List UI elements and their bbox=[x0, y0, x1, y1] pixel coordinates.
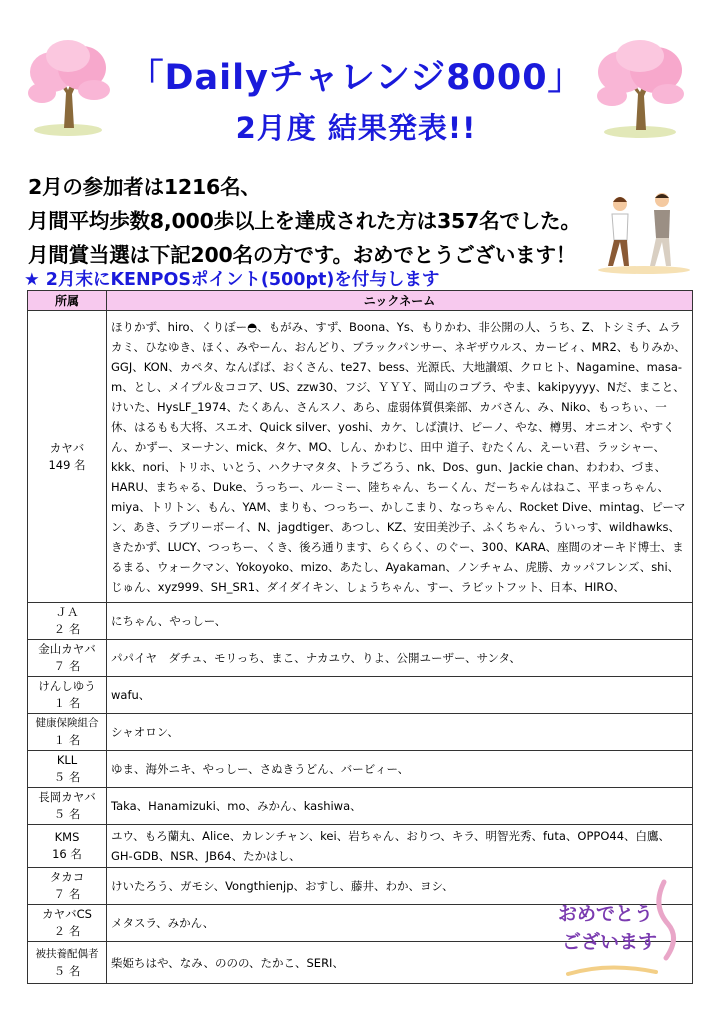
page-subtitle: 2月度 結果発表!! bbox=[235, 111, 477, 145]
intro-text bbox=[28, 170, 581, 272]
winner-count: １ 名 bbox=[53, 696, 81, 710]
winner-count: ５ 名 bbox=[53, 963, 81, 978]
table-row bbox=[28, 311, 693, 603]
table-row bbox=[28, 603, 693, 640]
nicknames-cell: 柴姫ちはや、なみ、ののの、たかこ、SERI、 bbox=[107, 942, 693, 984]
nicknames-cell: Taka、Hanamizuki、mo、みかん、kashiwa、 bbox=[107, 788, 693, 825]
table-row bbox=[28, 640, 693, 677]
affiliation-name: カヤバCS bbox=[42, 907, 92, 921]
nicknames-cell: にちゃん、やっしー、 bbox=[107, 603, 693, 640]
winner-count: ５ 名 bbox=[53, 770, 81, 784]
intro-line: 月間賞当選は下記200名の方です。おめでとうございます！ bbox=[28, 243, 577, 267]
table-row bbox=[28, 714, 693, 751]
affiliation-cell bbox=[28, 640, 107, 677]
winner-count: 149 名 bbox=[48, 457, 86, 472]
table-row bbox=[28, 751, 693, 788]
congratulations-stamp-icon bbox=[548, 876, 688, 986]
affiliation-cell bbox=[28, 868, 107, 905]
nicknames-cell: ゆま、海外ニキ、やっしー、さぬきうどん、バービィー、 bbox=[107, 751, 693, 788]
affiliation-name: 健康保険組合 bbox=[35, 717, 99, 729]
affiliation-name: 長岡カヤバ bbox=[38, 790, 96, 804]
affiliation-name: カヤバ bbox=[49, 440, 85, 455]
winner-count: ２ 名 bbox=[53, 924, 81, 938]
winner-count: ７ 名 bbox=[53, 659, 81, 673]
notice-text: ★ 2月末にKENPOSポイント(500pt)を付与します bbox=[24, 270, 440, 290]
page-title: 「Dailyチャレンジ8000」 bbox=[128, 58, 584, 98]
nicknames-cell: wafu、 bbox=[107, 677, 693, 714]
affiliation-cell bbox=[28, 751, 107, 788]
affiliation-name: 金山カヤバ bbox=[38, 642, 96, 656]
winner-count: ７ 名 bbox=[53, 887, 81, 901]
affiliation-cell bbox=[28, 311, 107, 603]
nicknames-cell: パパイヤ ダチュ、モリっち、まこ、ナカユウ、りよ、公開ユーザー、サンタ、 bbox=[107, 640, 693, 677]
affiliation-cell bbox=[28, 677, 107, 714]
table-row bbox=[28, 677, 693, 714]
header-affiliation: 所属 bbox=[28, 291, 107, 311]
affiliation-cell bbox=[28, 714, 107, 751]
winner-count: ５ 名 bbox=[53, 807, 81, 821]
intro-line: 月間平均歩数8,000歩以上を達成された方は357名でした。 bbox=[28, 209, 581, 233]
affiliation-name: ＪＡ bbox=[55, 605, 79, 619]
nicknames-cell: シャオロン、 bbox=[107, 714, 693, 751]
affiliation-cell bbox=[28, 905, 107, 942]
header-nickname: ニックネーム bbox=[107, 291, 693, 311]
affiliation-cell bbox=[28, 825, 107, 868]
congrats-line: ございます bbox=[562, 931, 658, 953]
winner-count: １ 名 bbox=[53, 733, 81, 747]
winner-count: 16 名 bbox=[52, 847, 82, 861]
table-header-row bbox=[28, 291, 693, 311]
affiliation-name: けんしゆう bbox=[38, 679, 96, 693]
affiliation-name: 被扶養配偶者 bbox=[35, 947, 99, 960]
affiliation-cell bbox=[28, 603, 107, 640]
winner-count: ２ 名 bbox=[53, 622, 81, 636]
affiliation-name: タカコ bbox=[49, 870, 85, 884]
walking-people-icon bbox=[594, 190, 694, 275]
affiliation-name: KLL bbox=[56, 753, 78, 767]
intro-line: 2月の参加者は1216名、 bbox=[28, 175, 261, 199]
table-row bbox=[28, 788, 693, 825]
nicknames-cell: ユウ、もろ蘭丸、Alice、カレンチャン、kei、岩ちゃん、おりつ、キラ、明智光秀、futa、OPPO44、白鷹、GH-GDB、NSR、JB64、たかはし、 bbox=[107, 825, 693, 868]
nicknames-cell: ほりかず、hiro、くりぼー◓、もがみ、すず、Boona、Ys、もりかわ、非公開の人、うち、Z、トシミチ、ムラカミ、ひなゆき、ほく、みやーん、おんどり、ブラックパンサー、ネギザウルス、カービィ、MR2、もりみか、GGJ、KON、カペタ、なんばば、おくさん、te27、bess、光源氏、大地讃頌、クロヒト、Nagamine、masa-m、とし、メイプル＆ココア、US、zzw30、フジ、ＹＹＹ、岡山のコブラ、やま、kakipyyyy、Nだ、まこと、けいた、HysLF_1974、たくあん、さんスノ、あら、虚弱体質俱楽部、カバさん、み、Niko、もっちぃ、一休、はるもも大将、スエオ、Quick silver、yoshi、カケ、しば漬け、ピーノ、やな、樽男、オニオン、やすくん、かずー、ヌーナン、mick、タケ、MO、しん、かわじ、田中 道子、むたくん、えーい君、ラッシャー、kkk、nori、トリホ、いとう、ハクナマタタ、トラごろう、nk、Dos、gun、Jackie chan、わわわ、づま、HARU、まちゃる、Duke、うっちー、ルーミー、陸ちゃん、ちーくん、だーちゃんはねこ、平まっちゃん、miya、トリトン、もん、YAM、まりも、つっちー、かしこまり、なっちゃん、Rocket Dive、mintag、ピーマン、あき、ラブリーボーイ、N、jagdtiger、あつし、KZ、安田美沙子、ふくちゃん、ういっす、wildhawks、きたかず、LUCY、つっちー、くき、後ろ通ります、らくらく、のぐー、300、KARA、座間のオーキド博士、まるまる、ウォークマン、Yokoyoko、mizo、あたし、Ayakaman、ノンチャム、虎勝、カッパフレンズ、shi、じゅん、xyz999、SH_SR1、ダイダイキン、しょうちゃん、すー、ラビットフット、日本、HIRO、 bbox=[107, 311, 693, 603]
congrats-line: おめでとう bbox=[558, 903, 654, 925]
nicknames-cell: メタスラ、みかん、 bbox=[107, 905, 693, 942]
table-row bbox=[28, 825, 693, 868]
nicknames-cell: けいたろう、ガモシ、Vongthienjp、おすし、藤井、わか、ヨシ、 bbox=[107, 868, 693, 905]
affiliation-cell bbox=[28, 788, 107, 825]
affiliation-cell bbox=[28, 942, 107, 984]
affiliation-name: KMS bbox=[54, 830, 80, 844]
